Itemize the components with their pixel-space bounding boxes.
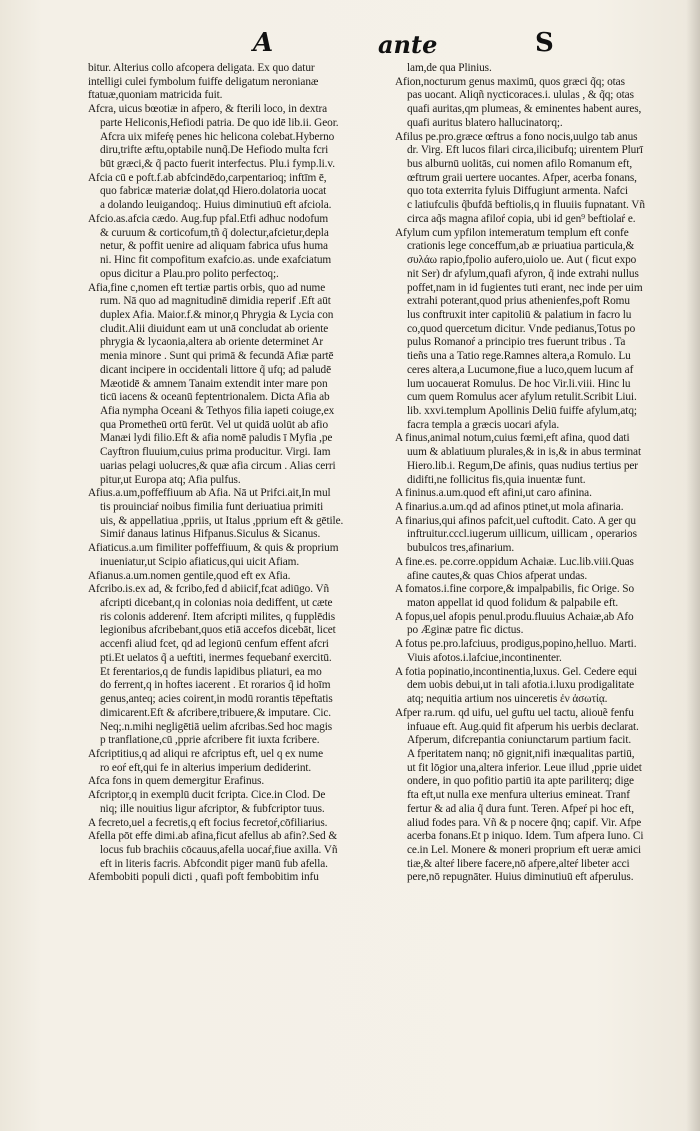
text-line: ni. Hinc fit compofitum exafcio.as. unde exafciatum <box>100 254 332 267</box>
text-line: lus conftruxit inter capitoliū & palatium in facro lu <box>407 308 632 321</box>
text-line: A fotia popinatio,incontinentia,luxus. Gel. Cedere equi <box>395 665 638 678</box>
text-line: atq; nequitia artium nos uinceretis ἐν ἀσωτίᾳ. <box>407 693 608 706</box>
text-line: inueniatur,ut Scipio afiaticus,qui uicit Afiam. <box>100 555 300 568</box>
text-line: A finus,animal notum,cuius fœmi,eft afina, quod dati <box>395 432 630 445</box>
text-line: Afcia cū e poft.f.ab abfcindēdo,carpentarioq; inftīm ē, <box>88 171 327 184</box>
text-line: ris colonis adderenŕ. Item afcripti milites, q fupplēdis <box>100 610 336 623</box>
text-line: Afembobiti populi dicti , quafi poft fembobitim infu <box>88 871 319 884</box>
text-line: Afcra uix mifeŕę penes hic helicona colebat.Hyberno <box>100 130 335 143</box>
text-line: Afper ra.rum. qd uifu, uel guftu uel tactu, aliouẽ fenfu <box>395 706 634 719</box>
text-line: netur, & poffit uenire ad aliquam fabrica ufus huma <box>100 240 328 253</box>
text-line: uis, & appellatiua ,ppriis, ut Italus ,pprium eft & gētile. <box>100 514 344 527</box>
text-line: œftrum graii uertere uocantes. Afper, acerba fonans, <box>407 171 637 184</box>
text-line: diru,trifte æftu,optabile nunq̃.De Hefiodo multa fcri <box>100 144 329 157</box>
text-line: infuaue eft. Aug.quid fit afperum his uerbis declarat. <box>407 720 639 733</box>
text-line: Neq;.n.mihi negligētiā uelim afcribas.Sed hoc magis <box>100 720 333 733</box>
text-line: legionibus afcribebant,quos etiā accefos dicebāt, licet <box>100 624 336 637</box>
text-line: duplex Afia. Maior.f.& minor,q Phrygia & Lycia con <box>100 308 334 321</box>
text-line: pulus Romanoŕ a principio tres fuerunt tribus . Ta <box>407 336 626 349</box>
text-line: tis prouinciaŕ noibus fimilia funt deriuatiua primiti <box>100 501 324 513</box>
text-line: pitur,ut Europa atq; Afia pulfus. <box>100 473 241 486</box>
text-line: po Æginæ patre fic dictus. <box>407 624 524 637</box>
text-line: Viuis afotos.i.lafciue,incontinenter. <box>407 651 562 664</box>
text-line: Afianus.a.um.nomen gentile,quod eft ex Afia. <box>88 569 291 582</box>
text-line: pti.Et uelatos q̃ a ueftiti, inermes fequebanŕ exercitū. <box>100 651 332 664</box>
right-text-column <box>395 62 693 885</box>
text-line: A fopus,uel afopis penul.produ.fluuius Achaiæ,ab Afo <box>395 610 634 623</box>
text-line: dicant incipere in occidentali littore q̃ ufq; ad paludē <box>100 363 332 376</box>
text-line: Afia nympha Oceani & Tethyos filia iapeti coiuge,ex <box>100 404 335 417</box>
text-line: phrygia & lycaonia,altera ab oriente determinet Ar <box>100 336 324 349</box>
text-line: inftruitur.cccl.iugerum uillicum, uillicam , operarios <box>407 528 637 541</box>
text-line: Afcriptitius,q ad aliqui re afcriptus eft, uel q ex nume <box>88 747 324 760</box>
text-line: uum & ablatiuum plurales,& in is,& in abus terminat <box>407 446 641 459</box>
text-line: A finarius.a.um.qd ad afinos ptinet,ut mola afinaria. <box>395 501 624 513</box>
text-line: lum uocauerat Romulus. De hoc Vir.li.viii. Hinc lu <box>407 377 631 390</box>
text-line: fertur & ad alia q̃ dura funt. Teren. Afpeŕ pi hoc eft, <box>407 802 634 815</box>
text-line: dr. Virg. Eft lucos filari circa,ilicibufq; uirentem Plurī <box>407 144 643 157</box>
text-line: cum quem Romulus acer afylum retulit.Scribit Liui. <box>407 391 637 404</box>
header-letter-left: A <box>253 28 274 58</box>
text-line: Afylum cum ypfilon intemeratum templum eft confe <box>395 226 629 239</box>
text-line: A finarius,qui afinos pafcit,uel cuftodit. Cato. A ger qu <box>395 514 636 527</box>
text-line: pere,nō repugnāter. Huius diminutiuū eft afperulus. <box>407 871 634 884</box>
text-line: Simiŕ danaus latinus Hifpanus.Siculus & Sicanus. <box>100 528 321 541</box>
text-line: eft in literis facris. Abfcondit piger manū fub afella. <box>100 857 328 870</box>
text-line: Hiero.lib.i. Regum,De afinis, quas nudius tertius per <box>407 459 638 472</box>
text-line: a dolando leuigandoq;. Huius diminutiuū eft afciola. <box>100 199 332 212</box>
text-line: Mæotidē & amnem Tanaim extendit inter mare pon <box>100 377 328 390</box>
text-line: ondere, in quo pofitio partiū ita apte pariliterq; dige <box>407 775 634 788</box>
text-line: nit Ser) dr afylum,quafi afyron, q̃ inde extrahi nullus <box>407 267 639 280</box>
text-line: opus dicitur a Plau.pro polito perfectoq;. <box>100 267 279 280</box>
text-line: quo fabricæ materiæ dolat,qd Hiero.dolatoria uocat <box>100 185 327 198</box>
text-line: bitur. Alterius collo afcopera deligata. Ex quo datur <box>88 62 315 74</box>
text-line: Manæi lydi filio.Eft & afia nomē paludis ī Myfia ,pe <box>100 432 333 445</box>
text-line: bus alburnū uolitās, cui nomen afilo Romanum eft, <box>407 158 633 171</box>
text-line: A fininus.a.um.quod eft afini,ut caro afinina. <box>395 487 592 500</box>
text-line: fta eft,ut nulla exe menfura ulterius emineat. Tranf <box>407 789 630 802</box>
text-line: Afca fons in quem demergitur Erafinus. <box>88 775 265 788</box>
text-line: Afcra, uicus bœotiæ in afpero, & fterili loco, in dextra <box>88 103 328 116</box>
text-line: genus,anteq; acies coirent,in modū rorantis tēpeftatis <box>100 693 333 706</box>
text-line: Afcio.as.afcia cædo. Aug.fup pfal.Etfi adhuc nodofum <box>88 212 329 225</box>
text-line: Afcribo.is.ex ad, & fcribo,fed d abiicif,fcat adiūgo. Vñ <box>88 583 330 596</box>
text-line: co,quod quercetum dicitur. Vnde pedianus,Totus po <box>407 322 636 335</box>
text-line: pas uocant. Aliqñ nycticoraces.i. ululas , & q̃q; otas <box>407 89 634 102</box>
text-line: dimicarent.Eft & afcribere,tribuere,& imputare. Cic. <box>100 706 331 719</box>
text-line: Afperum, difcrepantia coniunctarum partium facit. <box>407 734 632 747</box>
text-line: maton appellat id quod folidum & palpabile eft. <box>407 597 619 610</box>
text-line: ut fit lōgior una,altera inferior. Leue illud ,pprie uidet <box>407 761 642 774</box>
text-line: uarias pelagi uolucres,& quæ afia circum . Alias cerri <box>100 459 336 472</box>
text-line: A fomatos.i.fine corpore,& impalpabilis, fic Orige. So <box>395 583 635 596</box>
text-line: quafi auritus blatero hallucinatorq;. <box>407 116 563 129</box>
text-line: Afion,nocturum genus maximū, quos græci q̃q; otas <box>395 75 625 88</box>
text-line: crationis lege conceffum,ab æ priuatiua particula,& <box>407 240 635 253</box>
text-line: c latiufculis q̃bufdā beftiolis,q in fluuiis fupnatant. Vñ <box>407 199 645 212</box>
text-line: lam,de qua Plinius. <box>407 62 492 74</box>
text-line: A fperitatem nanq; nō gignit,nifi inæqualitas partiū, <box>407 747 635 760</box>
text-line: parte Heliconis,Hefiodi patria. De quo idē lib.ii. Geor. <box>100 116 339 129</box>
text-line: poffet,nam in id fugientes tuti erant, nec inde per uim <box>407 281 643 294</box>
text-line: ro eoŕ eft,qui fe in alterius imperium dediderint. <box>100 761 312 774</box>
text-line: lib. xxvi.templum Apollinis Deliū fuiffe afylum,atq; <box>407 404 637 417</box>
text-line: locus fub brachiis cōcauus,afella uocaŕ,fiue axilla. Vñ <box>100 843 338 856</box>
text-line: ftatuæ,quoniam matricida fuit. <box>88 89 223 102</box>
text-line: dem uobis debui,ut in tali afotia.i.luxu prodigalitate <box>407 679 635 692</box>
text-line: Afius.a.um,poffeffiuum ab Afia. Nā ut Prifci.ait,In mul <box>88 487 331 500</box>
text-line: cludit.Alii diuidunt eam ut unā concludat ab oriente <box>100 322 329 335</box>
text-line: tiæ,& alteŕ libere facere,nō afpere,alteŕ libeter acci <box>407 857 630 870</box>
text-line: Afilus pe.pro.græce œftrus a fono nocis,uulgo tab anus <box>395 130 638 143</box>
text-line: do ferrent,q in hoftes iacerent . Et rorarios q̃ id hoīm <box>100 679 331 692</box>
header-catchword: ante <box>378 30 438 59</box>
text-line: quafi auritas,qm plumeas, & eminentes habent aures, <box>407 103 642 116</box>
text-line: niq; ille nouitius ligur afcriptor, & fubfcriptor tuus. <box>100 802 325 815</box>
left-text-column <box>88 62 392 885</box>
text-line: extrahi poterant,quod prius athenienfes,poft Romu <box>407 295 630 308</box>
text-line: afine cautes,& quas Chios afperat undas. <box>407 569 588 582</box>
text-line: didifti,ne follicitus fis,quia inuentæ funt. <box>407 473 586 486</box>
text-line: A fecreto,uel a fecretis,q eft focius fecretoŕ,cōfiliarius. <box>88 816 328 829</box>
text-line: accenfi aliud fcet, qd ad legionū cenfum effent afcri <box>100 638 329 651</box>
text-line: facra templa a græcis uocari afyla. <box>407 418 560 431</box>
text-line: intelligi culei fymbolum fuiffe deligatum neronianæ <box>88 75 319 88</box>
text-line: ceres altera,a Lucumone,fiue a luco,quem lucum af <box>407 363 634 376</box>
text-line: Et ferentarios,q de fundis lapidibus pliaturi, ea mo <box>100 665 322 678</box>
text-line: & curuum & corticofum,tñ q̃ dolectur,afcietur,depla <box>100 226 329 239</box>
text-line: menia minore . Sunt qui primā & fecundā Afiæ partē <box>100 350 334 363</box>
text-line: A fotus pe.pro.lafciuus, prodigus,popino,helluo. Marti. <box>395 638 637 651</box>
text-line: qua Prometheū ortū ferūt. Vel ut quidā uolūt ab afio <box>100 418 329 431</box>
text-line: ticū iacens & oceanū feptentrionalem. Dicta Afia ab <box>100 391 330 404</box>
text-line: aliud fodes para. Vñ & p nocere q̃nq; capif. Vir. Afpe <box>407 816 642 829</box>
text-line: Cayftron fluuium,cuius prima producitur. Virgi. Iam <box>100 446 331 459</box>
text-line: bubulcos tres,afinarium. <box>407 542 515 555</box>
text-line: Afella pōt effe dimi.ab afina,ficut afellus ab afin?.Sed & <box>88 830 338 843</box>
text-line: A fine.es. pe.corre.oppidum Achaiæ. Luc.lib.viii.Quas <box>395 555 634 568</box>
text-line: afcripti dicebant,q in colonias noia dediffent, ut cæte <box>100 597 333 610</box>
text-line: ce.in Lel. Monere & moneri proprium eft ueræ amici <box>407 843 642 856</box>
text-line: circa aq̃s magna afiloŕ copia, ubi id gen⁹ beftiolaŕ e. <box>407 212 636 225</box>
text-line: Afia,fine c,nomen eft tertiæ partis orbis, quo ad nume <box>88 281 326 294</box>
text-line: būt græci,& q̃ pacto fuerit interfectus. Plu.i fymp.li.v. <box>100 158 335 171</box>
text-line: rum. Nā quo ad magnitudinē dimidia reperif .Eft aūt <box>100 295 331 308</box>
text-line: acerba fonans.Et p iniquo. Idem. Tum afpera Iuno. Ci <box>407 830 644 843</box>
text-line: p tranflatione,cū ,pprie afcribere fit iuxta fcribere. <box>100 734 320 747</box>
text-line: Afiaticus.a.um fimiliter poffeffiuum, & quis & proprium <box>88 542 339 555</box>
text-line: συλάω rapio,fpolio aufero,uiolo ue. Aut ( ficut expo <box>407 254 637 267</box>
text-line: Afcriptor,q in exemplū ducit fcripta. Cice.in Clod. De <box>88 789 326 802</box>
text-line: quo tota exterrita fyluis Diffugiunt armenta. Nafci <box>407 185 628 198</box>
text-line: tieñs una a Tatio rege.Ramnes altera,a Romulo. Lu <box>407 350 631 363</box>
running-header <box>0 28 700 60</box>
header-letter-right: S <box>535 28 554 58</box>
